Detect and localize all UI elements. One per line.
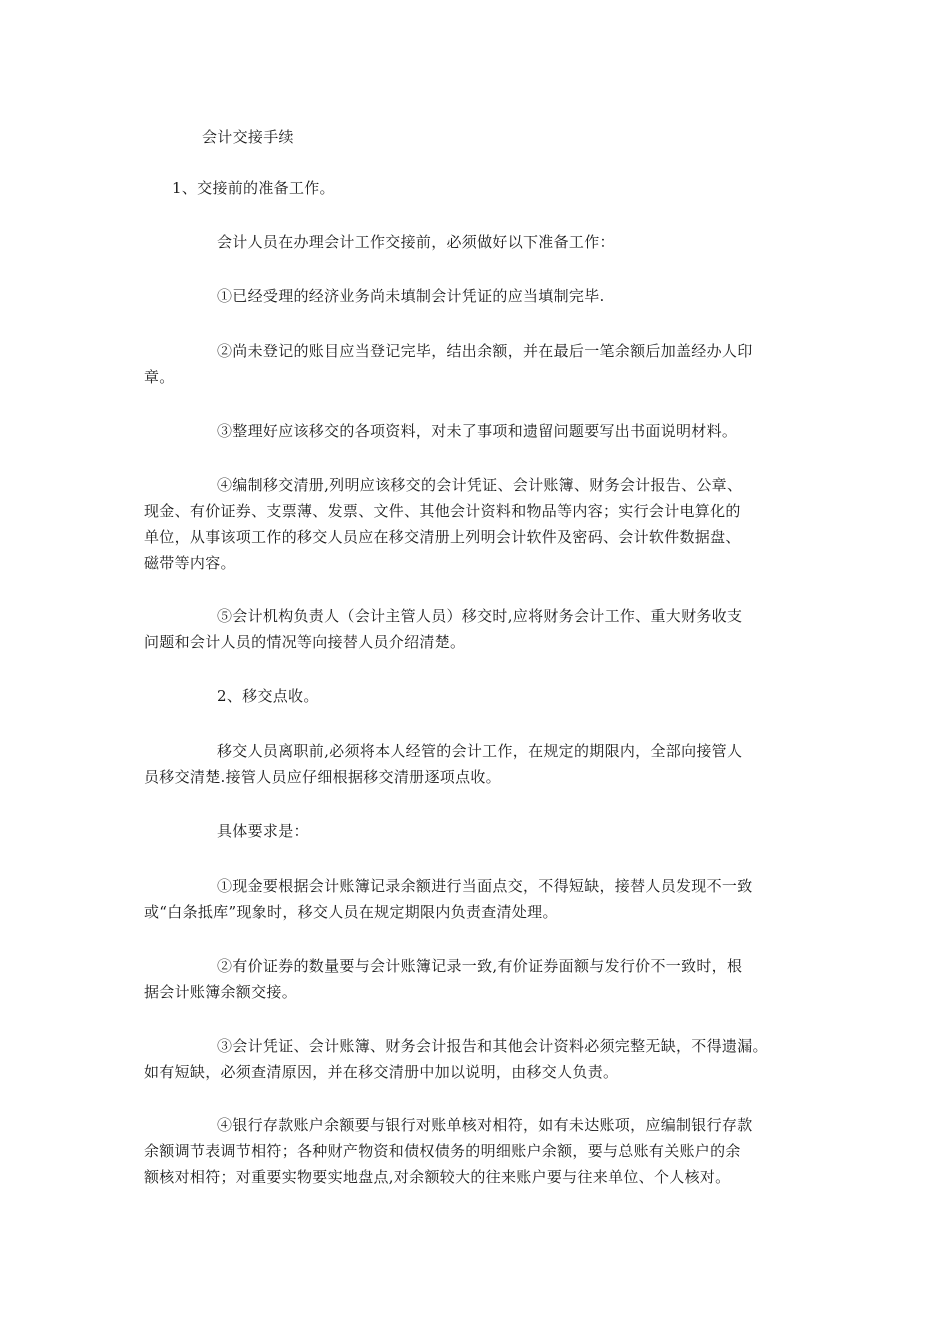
prep-item-4-line-3: 单位，从事该项工作的移交人员应在移交清册上列明会计软件及密码、会计软件数据盘、 xyxy=(144,528,741,546)
section-1-heading: 1、交接前的准备工作。 xyxy=(172,179,335,197)
prep-item-5-line-2: 问题和会计人员的情况等向接替人员介绍清楚。 xyxy=(144,633,466,651)
handover-item-4-line-3: 额核对相符；对重要实物要实地盘点,对余额较大的往来账户要与往来单位、个人核对。 xyxy=(144,1168,731,1186)
handover-item-3-line-2: 如有短缺，必须查清原因，并在移交清册中加以说明，由移交人负责。 xyxy=(144,1063,619,1081)
section-2-intro-line-2: 员移交清楚.接管人员应仔细根据移交清册逐项点收。 xyxy=(144,768,501,786)
prep-item-5-line-1: ⑤会计机构负责人（会计主管人员）移交时,应将财务会计工作、重大财务收支 xyxy=(217,607,743,625)
prep-item-2-line-1: ②尚未登记的账目应当登记完毕，结出余额，并在最后一笔余额后加盖经办人印 xyxy=(217,342,753,360)
prep-item-2-line-2: 章。 xyxy=(144,368,175,386)
handover-item-2-line-1: ②有价证券的数量要与会计账簿记录一致,有价证券面额与发行价不一致时，根 xyxy=(217,957,743,975)
section-2-intro-line-1: 移交人员离职前,必须将本人经管的会计工作，在规定的期限内，全部向接管人 xyxy=(217,742,743,760)
prep-item-4-line-4: 磁带等内容。 xyxy=(144,554,236,572)
section-2-heading: 2、移交点收。 xyxy=(217,687,319,705)
handover-item-2-line-2: 据会计账簿余额交接。 xyxy=(144,983,298,1001)
handover-item-1-line-1: ①现金要根据会计账簿记录余额进行当面点交，不得短缺，接替人员发现不一致 xyxy=(217,877,753,895)
prep-item-4-line-1: ④编制移交清册,列明应该移交的会计凭证、会计账簿、财务会计报告、公章、 xyxy=(217,476,743,494)
prep-item-4-line-2: 现金、有价证券、支票薄、发票、文件、其他会计资料和物品等内容；实行会计电算化的 xyxy=(144,502,741,520)
document-title: 会计交接手续 xyxy=(202,128,294,146)
handover-item-3-line-1: ③会计凭证、会计账簿、财务会计报告和其他会计资料必须完整无缺，不得遗漏。 xyxy=(217,1037,768,1055)
handover-item-1-line-2: 或“白条抵库”现象时，移交人员在规定期限内负责查清处理。 xyxy=(144,903,558,921)
handover-item-4-line-2: 余额调节表调节相符；各种财产物资和债权债务的明细账户余额，要与总账有关账户的余 xyxy=(144,1142,741,1160)
prep-item-3: ③整理好应该移交的各项资料，对未了事项和遗留问题要写出书面说明材料。 xyxy=(217,422,738,440)
section-1-intro: 会计人员在办理会计工作交接前，必须做好以下准备工作： xyxy=(217,233,615,251)
requirements-label: 具体要求是： xyxy=(217,822,309,840)
handover-item-4-line-1: ④银行存款账户余额要与银行对账单核对相符，如有未达账项，应编制银行存款 xyxy=(217,1116,753,1134)
prep-item-1: ①已经受理的经济业务尚未填制会计凭证的应当填制完毕. xyxy=(217,287,605,305)
